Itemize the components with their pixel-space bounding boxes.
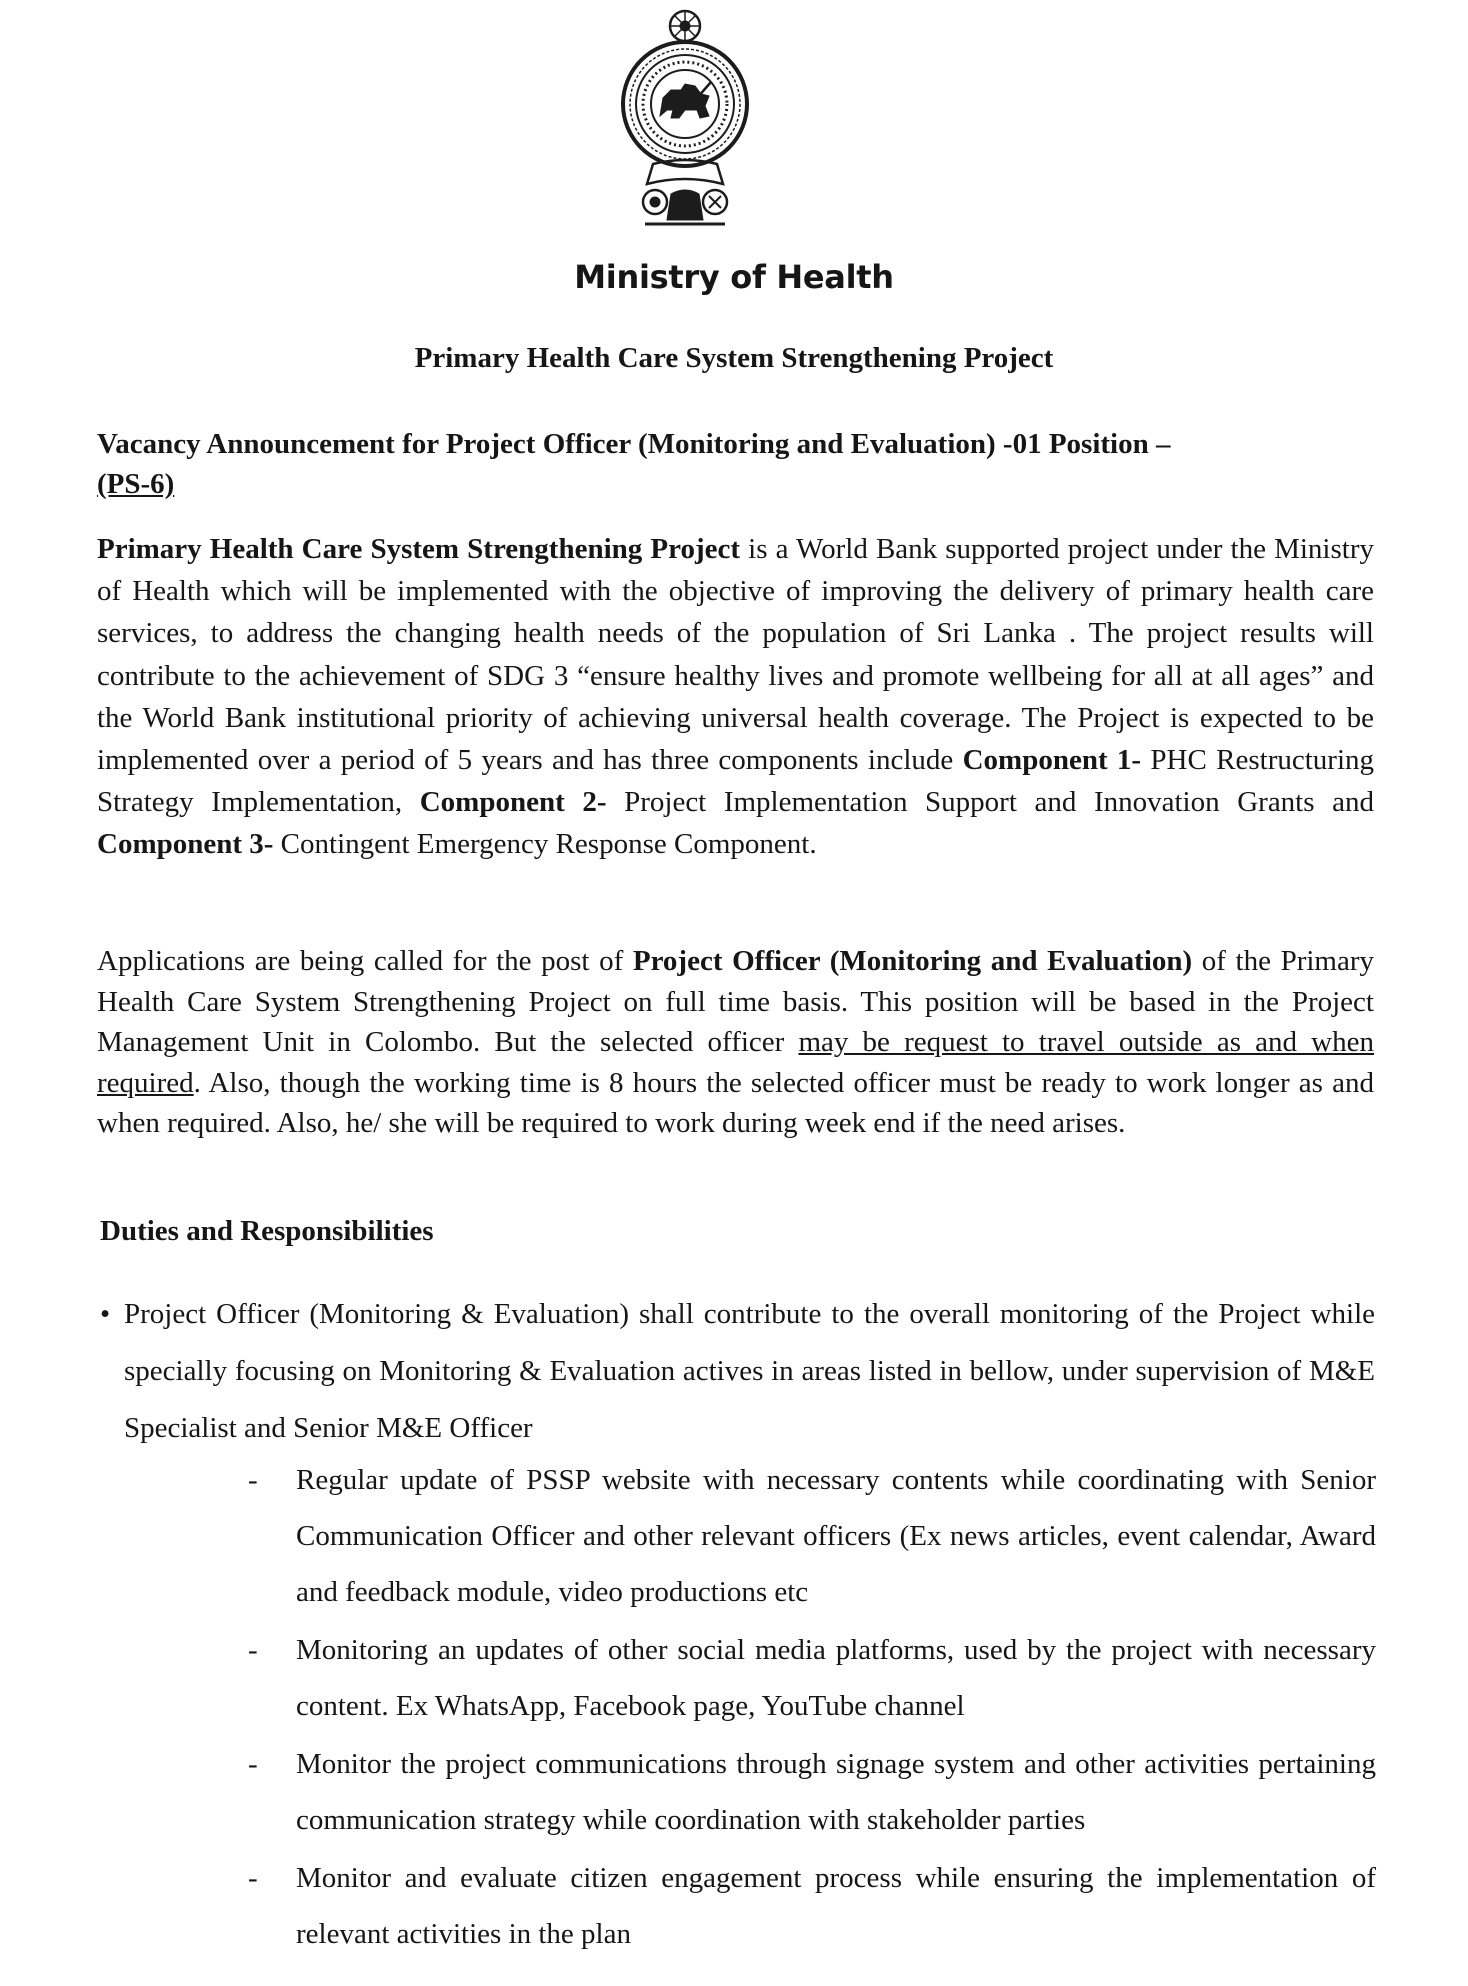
dash-icon: - [248,1862,258,1894]
intro-project-name: Primary Health Care System Strengthening Project [97,533,741,565]
list-item-text: Monitor and evaluate citizen engagement process while ensuring the implementation of relevant activities in the plan [296,1862,1376,1950]
ministry-title: Ministry of Health [574,258,894,296]
applications-post: Project Officer (Monitoring and Evaluation) [632,945,1193,977]
dash-icon: - [248,1464,258,1496]
intro-paragraph [97,528,1374,866]
list-item [248,1850,1376,1962]
component-3-label: Component 3- [97,828,274,861]
applications-paragraph [97,941,1374,1144]
duties-sub-list [248,1452,1376,1964]
applications-travel-note: may be request to travel outside as and when required [97,1026,1374,1099]
component-2-label: Component 2- [419,786,607,819]
intro-text-b: PHC Restructuring Strategy Implementation, [97,744,1375,819]
list-item-text: Regular update of PSSP website with necessary contents while coordinating with Senior Communication Officer and other relevant officers (Ex news articles, event calendar, Award and feedback module, video productions etc [296,1464,1376,1608]
list-item-text: Monitor the project communications through signage system and other activities pertaining communication strategy while coordination with stakeholder parties [296,1748,1376,1836]
list-item [248,1452,1376,1620]
vacancy-heading [97,424,1372,504]
list-item-text: Monitoring an updates of other social media platforms, used by the project with necessary content. Ex WhatsApp, Facebook page, YouTube channel [296,1634,1376,1722]
vacancy-code: (PS-6) [97,468,175,500]
dash-icon: - [248,1634,258,1666]
applications-text-b: of the Primary Health Care System Strengthening Project on full time basis. This position will be based in the Project Management Unit in Colombo. But the selected officer [97,945,1375,1059]
intro-text-d: Contingent Emergency Response Component. [273,828,817,861]
intro-text-c: Project Implementation Support and Innovation Grants and [606,786,1375,819]
duties-heading: Duties and Responsibilities [100,1215,434,1247]
duties-bullet [100,1286,1375,1457]
duties-bullet-text: Project Officer (Monitoring & Evaluation) shall contribute to the overall monitoring of the Project while specially focusing on Monitoring & Evaluation actives in areas listed in bellow, under supervision of M&E Specialist and Senior M&E Officer [124,1298,1375,1444]
dash-icon: - [248,1748,258,1780]
applications-text-c: . Also, though the working time is 8 hours the selected officer must be ready to work longer as and when required. Also, he/ she will be required to work during week end if the need arises. [97,1066,1374,1140]
component-1-label: Component 1- [962,744,1142,777]
bullet-icon: • [100,1298,111,1330]
intro-text-a: is a World Bank supported project under the Ministry of Health which will be implemented with the objective of improving the delivery of primary health care services, to address the changing health needs of the population of Sri Lanka . The project results will contribute to the achievement of SDG 3 “ensure healthy lives and promote wellbeing for all at all ages” and the World Bank institutional priority of achieving universal health coverage. The Project is expected to be implemented over a period of 5 years and has three components include [97,533,1374,777]
vacancy-title: Vacancy Announcement for Project Officer (Monitoring and Evaluation) -01 Position – [97,428,1171,460]
applications-text-a: Applications are being called for the post of [97,945,633,977]
project-title: Primary Health Care System Strengthening Project [414,342,1054,374]
national-emblem-seal [605,6,765,236]
list-item [248,1622,1376,1734]
list-item [248,1736,1376,1848]
